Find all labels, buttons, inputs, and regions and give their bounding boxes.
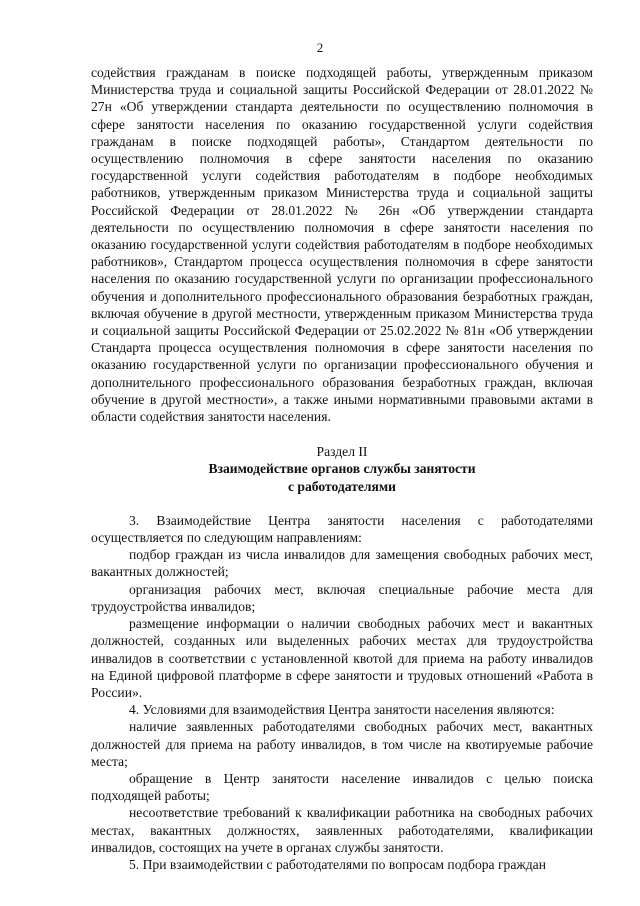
paragraph-continuation: содействия гражданам в поиске подходящей работы, утвержденным приказом Министерства труда и социальной защиты Российской Федерации от 28.01.2022 № 27н «Об утверждении стандарта деятельности по осуществлению полномочия в сфере занятости населения по оказанию государственной услуги содействия гражданам в поиске подходящей работы», Стандартом деятельности по осуществлению полномочия в сфере занятости населения по оказанию государственной услуги содействия работодателям в подборе необходимых работников, утвержденным приказом Министерства труда и социальной защиты Российской Федерации от 28.01.2022 № 26н «Об утверждении стандарта деятельности по осуществлению полномочия в сфере занятости населения по оказанию государственной услуги содействия работодателям в подборе необходимых работников», Стандартом процесса осуществления полномочия в сфере занятости населения по оказанию государственной услуги по организации профессионального обучения и дополнительного профессионального образования безработных граждан, включая обучение в другой местности, утвержденным приказом Министерства труда и социальной защиты Российской Федерации от 25.02.2022 № 81н «Об утверждении Стандарта процесса осуществления полномочия в сфере занятости населения по оказанию государственной услуги по организации профессионального обучения и дополнительного профессионального образования безработных граждан, включая обучение в другой местности», а также иными нормативными правовыми актами в области содействия занятости населения.	[91, 65, 593, 425]
section-title-line-1: Взаимодействие органов службы занятости	[208, 461, 476, 477]
paragraph-vacancies: наличие заявленных работодателями свободных рабочих мест, вакантных должностей для приема на работу инвалидов, в том числе на квотируемые рабочие места;	[91, 719, 593, 769]
paragraph-item-5: 5. При взаимодействии с работодателями по вопросам подбора граждан	[129, 856, 546, 872]
page-number: 2	[316, 40, 324, 55]
paragraph-mismatch: несоответствие требований к квалификации работника на свободных рабочих местах, вакантных должностях, заявленных работодателями, квалификации инвалидов, состоящих на учете в органах службы занятости.	[91, 805, 593, 855]
document-body	[91, 64, 593, 873]
paragraph-publication: размещение информации о наличии свободных рабочих мест и вакантных должностей, созданных или выделенных рабочих местах для трудоустройства инвалидов в соответствии с установленной квотой для приема на работу инвалидов на Единой цифровой платформе в сфере занятости и трудовых отношений «Работа в России».	[91, 616, 593, 700]
section-heading	[91, 443, 593, 495]
section-label: Раздел II	[316, 444, 368, 460]
paragraph-appeal: обращение в Центр занятости население инвалидов с целью поиска подходящей работы;	[91, 770, 593, 804]
paragraph-selection: подбор граждан из числа инвалидов для замещения свободных рабочих мест, вакантных должностей;	[91, 547, 593, 580]
paragraph-organization: организация рабочих мест, включая специальные рабочие места для трудоустройства инвалидов;	[91, 581, 593, 614]
paragraph-item-3: 3. Взаимодействие Центра занятости населения с работодателями осуществляется по следующим направлениям:	[91, 512, 593, 546]
section-title-line-2: с работодателями	[287, 478, 397, 494]
paragraph-item-4: 4. Условиями для взаимодействия Центра занятости населения являются:	[129, 702, 555, 718]
